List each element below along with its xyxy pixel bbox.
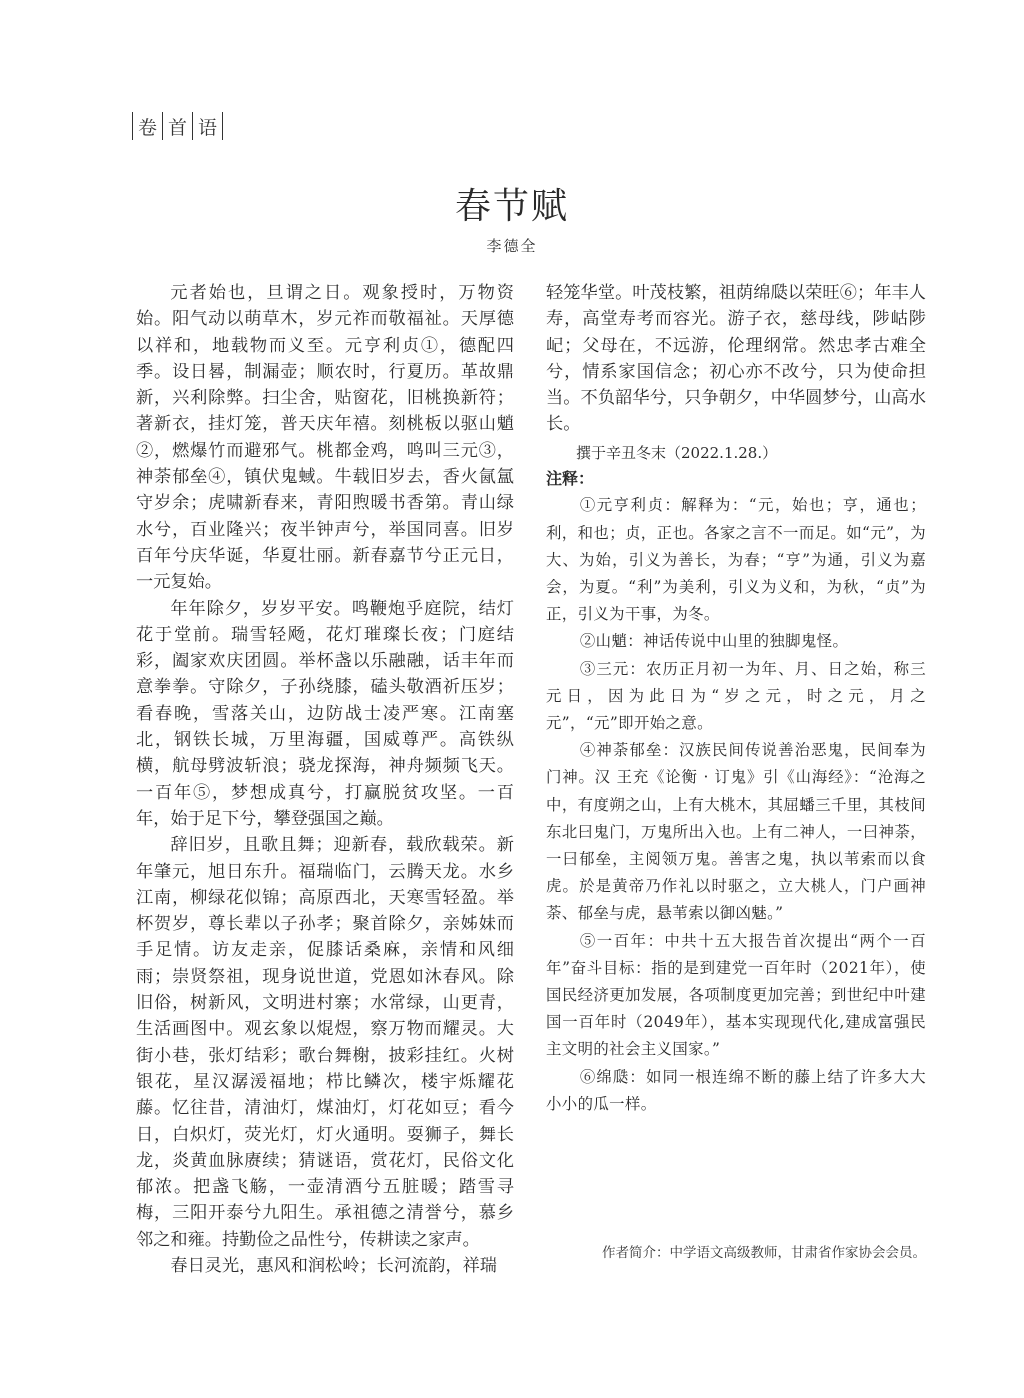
article-author: 李德全 — [486, 237, 538, 255]
note-item: ⑥绵瓞：如同一根连绵不断的藤上结了许多大大小小的瓜一样。 — [546, 1067, 926, 1113]
body-paragraph: 辞旧岁，且歌且舞；迎新春，载欣载荣。新年肇元，旭日东升。福瑞临门，云腾天龙。水乡江南，柳绿花似锦；高原西北，天寒雪轻盈。举杯贺岁，尊长辈以子孙孝；聚首除夕，亲姊妹而手足情。访友走亲，促膝话桑麻，亲情和风细雨；崇贤祭祖，现身说世道，党恩如沐春风。除旧俗，树新风，文明进村寨；水常绿，山更青，生活画图中。观玄象以焜煜，察万物而耀灵。大街小巷，张灯结彩；歌台舞榭，披彩挂红。火树银花，星汉潺湲福地；栉比鳞次，楼宇烁耀花藤。忆往昔，清油灯，煤油灯，灯花如豆；看今日，白炽灯，荧光灯，灯火通明。耍狮子，舞长龙，炎黄血脉赓续；猜谜语，赏花灯，民俗文化郁浓。把盏飞觞，一壶清酒兮五脏暖；踏雪寻梅，三阳开泰兮九阳生。承祖德之清誉兮，慕乡邻之和雍。持勤俭之品性兮，传耕读之家声。 — [136, 835, 514, 1250]
note-item: ③三元：农历正月初一为年、月、日之始，称三元日，因为此日为“岁之元，时之元，月之元”，“元”即开始之意。 — [546, 659, 926, 732]
note-item: ④神荼郁垒：汉族民间传说善治恶鬼，民间奉为门神。汉 王充《论衡 · 订鬼》引《山海经》：“沧海之中，有度朔之山，上有大桃木，其屈蟠三千里，其枝间东北曰鬼门，万鬼所出入也。上有二神人，一曰神荼，一曰郁垒，主阅领万鬼。善害之鬼，执以苇索而以食虎。於是黄帝乃作礼以时驱之，立大桃人，门户画神荼、郁垒与虎，悬苇索以御凶魅。” — [546, 741, 926, 923]
left-column — [136, 280, 514, 1279]
author-bio: 作者简介：中学语文高级教师，甘肃省作家协会会员。 — [602, 1245, 926, 1260]
date-line: 撰于辛丑冬末（2022.1.28.） — [576, 443, 778, 462]
note-item: ②山魈：神话传说中山里的独脚鬼怪。 — [579, 632, 849, 651]
right-column — [546, 280, 926, 1118]
body-paragraph: 元者始也，旦谓之日。观象授时，万物资始。阳气动以萌草木，岁元祚而敬福祉。天厚德以祥和，地载物而义至。元亨利贞①，德配四季。设日晷，制漏壶；顺农时，行夏历。革故鼎新，兴利除弊。扫尘舍，贴窗花，旧桃换新符；著新衣，挂灯笼，普天庆年禧。刻桃板以驱山魈②，燃爆竹而避邪气。桃都金鸡，鸣叫三元③，神荼郁垒④，镇伏鬼蜮。牛载旧岁去，香火氤氲守岁余；虎啸新春来，青阳煦暖书香第。青山绿水兮，百业隆兴；夜半钟声兮，举国同喜。旧岁百年兮庆华诞，华夏壮丽。新春嘉节兮正元日，一元复始。 — [136, 283, 514, 593]
note-item: ①元亨利贞：解释为：“元，始也；亨，通也；利，和也；贞，正也。各家之言不一而足。如“元”，为大、为始，引义为善长，为春；“亨”为通，引义为嘉会，为夏。“利”为美利，引义为义和，为秋，“贞”为正，引义为干事，为冬。 — [546, 496, 926, 624]
note-item: ⑤一百年：中共十五大报告首次提出“两个一百年”奋斗目标：指的是到建党一百年时（2021年），使国民经济更加发展，各项制度更加完善；到世纪中叶建国一百年时（2049年），基本实现现代化,建成富强民主文明的社会主义国家。” — [546, 931, 926, 1059]
article-title: 春节赋 — [454, 186, 569, 227]
section-tag-char: 卷 — [138, 116, 158, 139]
section-tag-char: 语 — [198, 116, 218, 139]
body-paragraph: 春日灵光，惠风和润松岭；长河流韵，祥瑞 — [170, 1255, 497, 1276]
section-tag-char: 首 — [168, 116, 188, 139]
notes-heading: 注释： — [546, 469, 595, 489]
notes-list — [546, 492, 926, 1118]
section-tag-bar — [222, 112, 223, 140]
body-paragraph-continued: 轻笼华堂。叶茂枝繁，祖荫绵瓞以荣旺⑥；年丰人寿，高堂寿考而容光。游子衣，慈母线，陟岵陟屺；父母在，不远游，伦理纲常。然忠孝古难全兮，情系家国信念；初心亦不改兮，只为使命担当。不负韶华兮，只争朝夕，中华圆梦兮，山高水长。 — [546, 283, 926, 435]
section-tag — [132, 112, 223, 140]
body-paragraph: 年年除夕，岁岁平安。鸣鞭炮乎庭院，结灯花于堂前。瑞雪轻飏，花灯璀璨长夜；门庭结彩，阖家欢庆团圆。举杯盏以乐融融，话丰年而意拳拳。守除夕，子孙绕膝，磕头敬酒祈压岁；看春晚，雪落关山，边防战士凌严寒。江南塞北，钢铁长城，万里海疆，国威尊严。高铁纵横，航母劈波斩浪；骁龙探海，神舟频频飞天。一百年⑤，梦想成真兮，打赢脱贫攻坚。一百年，始于足下兮，攀登强国之巅。 — [136, 598, 514, 829]
